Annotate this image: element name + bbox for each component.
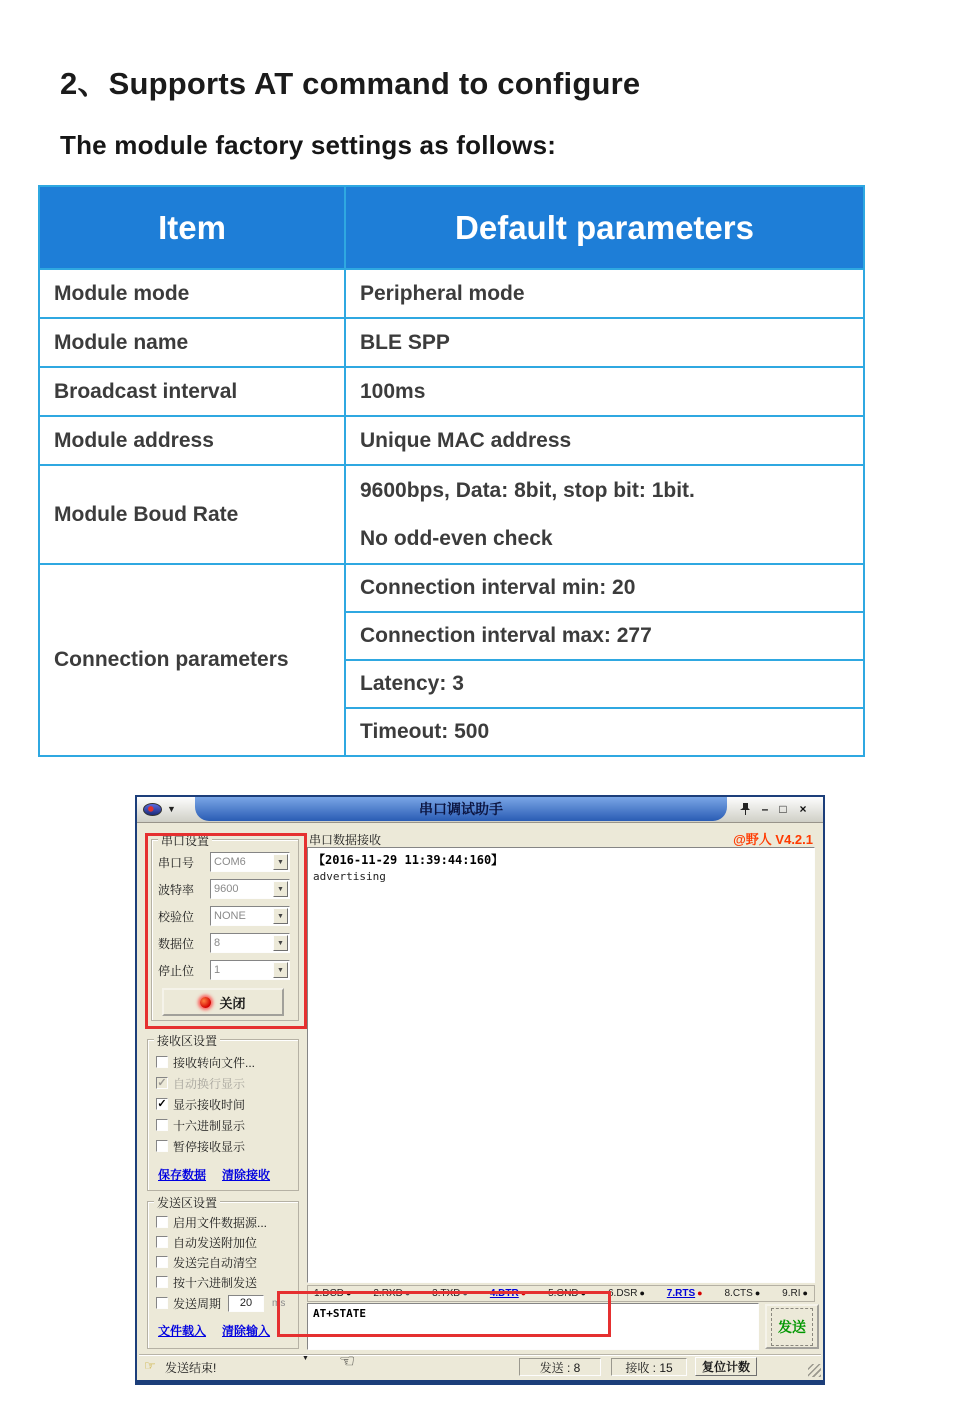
checkbox-enable-file-source[interactable]	[156, 1216, 168, 1228]
checkbox-pause-display[interactable]	[156, 1140, 168, 1152]
value-cell: 100ms	[345, 367, 864, 416]
value-cell: Timeout: 500	[345, 708, 864, 756]
checkbox-auto-send-append[interactable]	[156, 1236, 168, 1248]
section-heading: 2、Supports AT command to configure	[60, 66, 641, 101]
table-row	[39, 465, 864, 564]
parity-label: 校验位	[158, 909, 195, 924]
serial-debug-window	[135, 795, 825, 1385]
status-text: 发送结束!	[165, 1361, 217, 1375]
factory-settings-table	[38, 185, 865, 757]
reset-count-button[interactable]: 复位计数	[695, 1357, 757, 1376]
receive-settings-group: 接收区设置 接收转向文件... ✓ 自动换行显示 ✓ 显示接收时间 十六进制显示 暂停接收显示 保存数据 清除接收	[147, 1039, 299, 1191]
item-cell: Module address	[39, 416, 345, 465]
send-settings-group: 发送区设置 启用文件数据源... 自动发送附加位 发送完自动清空 按十六进制发送 发送周期 20 ms 文件载入 清除输入	[147, 1201, 299, 1349]
title-band	[195, 797, 727, 821]
status-hand-icon: ☞	[144, 1358, 156, 1373]
checkbox-clear-after-send[interactable]	[156, 1256, 168, 1268]
pin-cts: 8.CTS ●	[724, 1288, 761, 1299]
stop-bits-label: 停止位	[158, 963, 195, 978]
value-cell	[345, 465, 864, 564]
baud-rate-label: 波特率	[158, 882, 195, 897]
pin-dtr[interactable]: 4.DTR ●	[489, 1288, 527, 1299]
close-button[interactable]: ×	[799, 802, 807, 816]
send-button[interactable]: 发送	[765, 1304, 819, 1349]
dropdown-arrow-icon[interactable]: ▼	[273, 935, 288, 951]
value-cell: Connection interval min: 20	[345, 564, 864, 612]
value-line: 9600bps, Data: 8bit, stop bit: 1bit.	[360, 478, 695, 502]
parity-select[interactable]: NONE ▼	[210, 906, 290, 926]
pin-rxd: 2.RXD ●	[373, 1288, 411, 1299]
value-cell: Latency: 3	[345, 660, 864, 708]
table-row	[39, 269, 864, 318]
receive-timestamp: 【2016-11-29 11:39:44:160】	[313, 853, 504, 867]
com-port-label: 串口号	[158, 855, 195, 870]
table-row	[39, 416, 864, 465]
value-cell: BLE SPP	[345, 318, 864, 367]
pin-gnd: 5.GND ●	[548, 1288, 587, 1299]
receive-settings-label: 接收区设置	[154, 1032, 220, 1049]
close-port-button[interactable]: 关闭	[162, 988, 284, 1016]
table-header-params: Default parameters	[345, 186, 864, 269]
send-period-input[interactable]: 20	[228, 1295, 264, 1312]
serial-settings-group	[151, 834, 299, 1021]
checkbox-hex-display[interactable]	[156, 1119, 168, 1131]
checkbox-send-as-hex[interactable]	[156, 1276, 168, 1288]
hand-cursor-icon: ☜	[339, 1351, 356, 1371]
value-cell: Unique MAC address	[345, 416, 864, 465]
table-row	[39, 318, 864, 367]
window-title: 串口调试助手	[419, 801, 503, 817]
item-cell: Module name	[39, 318, 345, 367]
checkbox-send-period[interactable]	[156, 1297, 168, 1309]
data-bits-select[interactable]: 8 ▼	[210, 933, 290, 953]
dropdown-arrow-icon[interactable]: ▼	[273, 908, 288, 924]
period-unit-label: ms	[272, 1297, 286, 1309]
send-settings-label: 发送区设置	[154, 1194, 220, 1211]
pin-txd: 3.TXD ●	[432, 1288, 468, 1299]
serial-settings-label: 串口设置	[158, 832, 212, 849]
dropdown-arrow-icon[interactable]: ▼	[273, 962, 288, 978]
port-open-indicator-icon	[200, 997, 211, 1008]
item-cell: Module Boud Rate	[39, 465, 345, 564]
app-logo-icon[interactable]	[143, 803, 162, 816]
checkbox-show-receive-time[interactable]: ✓	[157, 1098, 167, 1110]
pin-dcd: 1.DCD ●	[314, 1288, 352, 1299]
pin-ri: 9.RI ●	[782, 1288, 808, 1299]
load-file-link[interactable]: 文件载入	[158, 1324, 207, 1338]
pin-status-row	[307, 1285, 815, 1302]
clear-input-link[interactable]: 清除输入	[222, 1324, 271, 1338]
value-cell: Peripheral mode	[345, 269, 864, 318]
data-bits-label: 数据位	[158, 936, 195, 951]
pin-rts[interactable]: 7.RTS ●	[666, 1288, 703, 1299]
dropdown-arrow-icon[interactable]: ▼	[273, 854, 288, 870]
value-line: No odd-even check	[360, 526, 553, 550]
pushpin-icon[interactable]	[739, 802, 751, 819]
combo-arrow-icon[interactable]: ▼	[302, 1355, 309, 1362]
maximize-button[interactable]: □	[779, 802, 787, 816]
item-cell: Module mode	[39, 269, 345, 318]
checkbox-auto-wrap[interactable]: ✓	[157, 1077, 167, 1089]
status-bar	[139, 1351, 821, 1378]
receive-content: advertising	[313, 870, 386, 883]
save-data-link[interactable]: 保存数据	[158, 1168, 207, 1182]
pin-dsr: 6.DSR ●	[608, 1288, 645, 1299]
item-cell: Connection parameters	[39, 564, 345, 756]
checkbox-receive-to-file[interactable]	[156, 1056, 168, 1068]
sent-count: 发送 : 8	[519, 1358, 601, 1376]
clear-receive-link[interactable]: 清除接收	[222, 1168, 271, 1182]
baud-rate-select[interactable]: 9600 ▼	[210, 879, 290, 899]
item-cell: Broadcast interval	[39, 367, 345, 416]
stop-bits-select[interactable]: 1 ▼	[210, 960, 290, 980]
resize-grip[interactable]	[808, 1364, 821, 1377]
minimize-button[interactable]: –	[761, 802, 769, 816]
table-row	[39, 564, 864, 612]
intro-text: The module factory settings as follows:	[60, 130, 557, 160]
receive-data-area[interactable]	[307, 847, 815, 1283]
table-header-item: Item	[39, 186, 345, 269]
com-port-select[interactable]: COM6 ▼	[210, 852, 290, 872]
value-cell: Connection interval max: 277	[345, 612, 864, 660]
logo-caret-icon[interactable]: ▼	[167, 804, 176, 814]
receive-area-title: 串口数据接收	[309, 833, 382, 847]
send-input[interactable]: AT+STATE	[307, 1303, 759, 1350]
received-count: 接收 : 15	[611, 1358, 687, 1376]
window-titlebar[interactable]	[137, 797, 823, 823]
table-row	[39, 367, 864, 416]
version-label: @野人 V4.2.1	[733, 832, 813, 847]
receive-header	[309, 831, 815, 847]
dropdown-arrow-icon[interactable]: ▼	[273, 881, 288, 897]
